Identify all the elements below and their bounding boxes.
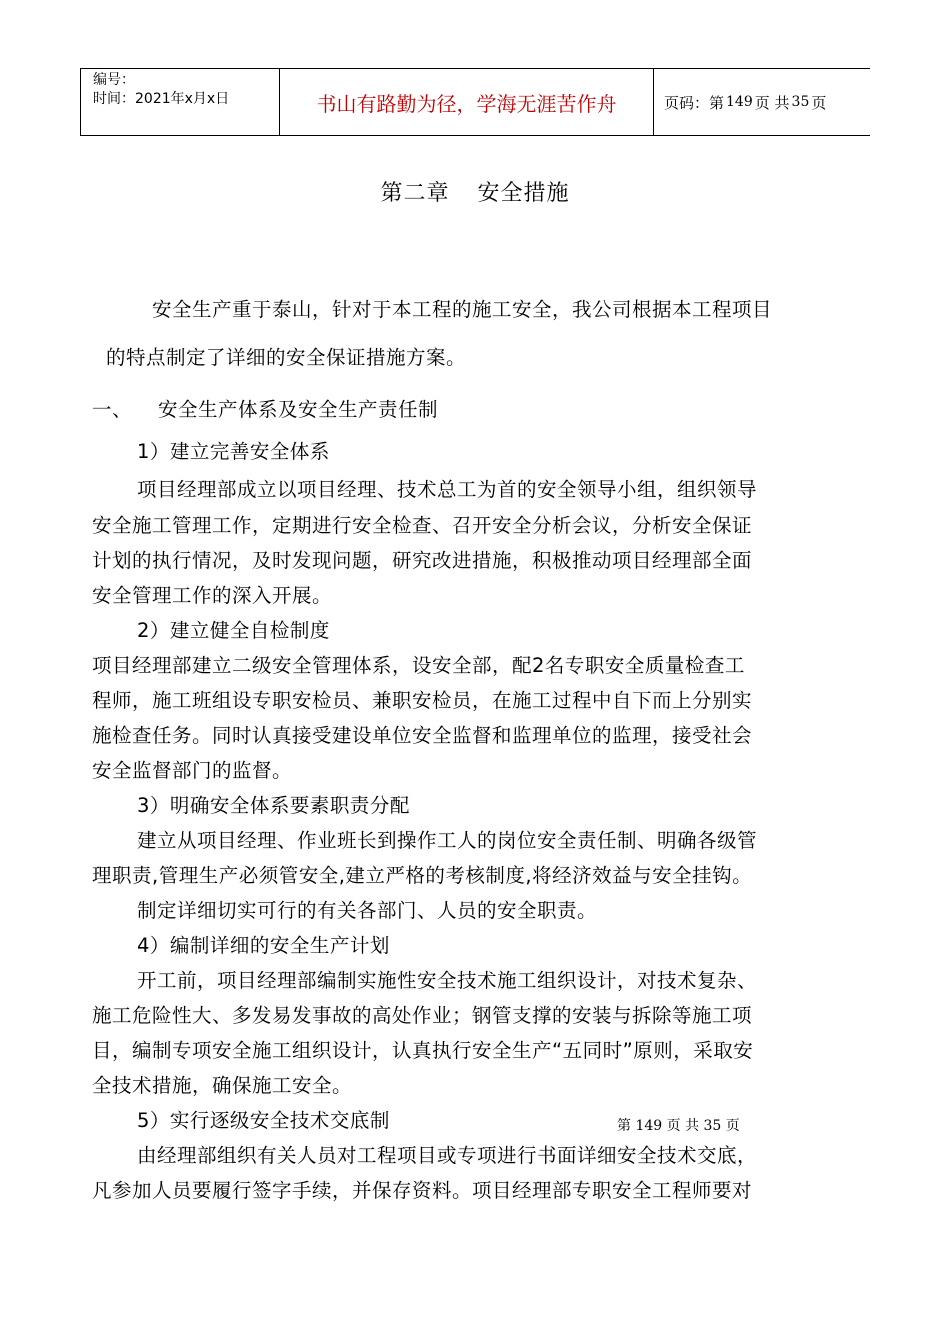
intro-line: 的特点制定了详细的安全保证措施方案。 xyxy=(106,346,467,369)
header-motto-cell xyxy=(280,69,654,135)
paragraph-line: 开工前，项目经理部编制实施性安全技术施工组织设计，对技术复杂、 xyxy=(137,969,758,992)
header-meta-cell xyxy=(80,69,280,135)
section-number: 一、 xyxy=(92,398,133,421)
paragraph-line: 安全施工管理工作，定期进行安全检查、召开安全分析会议，分析安全保证 xyxy=(92,514,753,537)
item-heading: 2）建立健全自检制度 xyxy=(137,619,330,642)
page-number: 149 xyxy=(726,94,753,110)
paragraph-line: 制定详细切实可行的有关各部门、人员的安全职责。 xyxy=(137,899,598,922)
header-table xyxy=(80,68,870,136)
paragraph-line: 项目经理部成立以项目经理、技术总工为首的安全领导小组，组织领导 xyxy=(137,478,758,501)
paragraph-line: 计划的执行情况，及时发现问题，研究改进措施，积极推动项目经理部全面 xyxy=(92,549,753,572)
paragraph-line: 安全监督部门的监督。 xyxy=(92,759,293,782)
intro-line: 安全生产重于泰山，针对于本工程的施工安全，我公司根据本工程项目 xyxy=(152,298,773,321)
header-page-cell xyxy=(654,69,870,135)
page-total: 35 xyxy=(791,94,810,110)
page-footer: 第 149 页 共 35 页 xyxy=(617,1118,740,1134)
item-heading: 4）编制详细的安全生产计划 xyxy=(137,934,390,957)
paragraph-line: 安全管理工作的深入开展。 xyxy=(92,584,333,607)
item-heading: 3）明确安全体系要素职责分配 xyxy=(137,794,410,817)
paragraph-line: 理职责,管理生产必须管安全,建立严格的考核制度,将经济效益与安全挂钩。 xyxy=(92,864,753,887)
motto: 书山有路勤为径，学海无涯苦作舟 xyxy=(316,91,617,116)
paragraph-line: 全技术措施，确保施工安全。 xyxy=(92,1074,353,1097)
serial-label: 编号： xyxy=(93,72,135,88)
page-prefix: 页码：第 xyxy=(664,93,725,112)
paragraph-line: 由经理部组织有关人员对工程项目或专项进行书面详细安全技术交底， xyxy=(137,1144,758,1167)
chapter-name: 安全措施 xyxy=(477,181,570,206)
chapter-number: 第二章 xyxy=(380,181,450,206)
page-suffix: 页 xyxy=(811,93,827,112)
paragraph-line: 建立从项目经理、作业班长到操作工人的岗位安全责任制、明确各级管 xyxy=(137,829,758,852)
paragraph-line: 目，编制专项安全施工组织设计，认真执行安全生产“五同时”原则，采取安 xyxy=(92,1039,754,1062)
paragraph-line: 施检查任务。同时认真接受建设单位安全监督和监理单位的监理，接受社会 xyxy=(92,724,753,747)
paragraph-line: 程师，施工班组设专职安检员、兼职安检员，在施工过程中自下而上分别实 xyxy=(92,689,753,712)
paragraph-line: 凡参加人员要履行签字手续，并保存资料。项目经理部专职安全工程师要对 xyxy=(92,1179,753,1202)
page-mid: 页 共 xyxy=(754,93,790,112)
section-title: 安全生产体系及安全生产责任制 xyxy=(158,398,439,421)
time-label: 时间：2021年x月x日 xyxy=(93,91,230,107)
item-heading: 1）建立完善安全体系 xyxy=(137,440,330,463)
item-heading: 5）实行逐级安全技术交底制 xyxy=(137,1109,390,1132)
paragraph-line: 施工危险性大、多发易发事故的高处作业；钢管支撑的安装与拆除等施工项 xyxy=(92,1004,753,1027)
chapter-title xyxy=(0,176,950,207)
paragraph-line: 项目经理部建立二级安全管理体系，设安全部，配2名专职安全质量检查工 xyxy=(92,654,745,677)
